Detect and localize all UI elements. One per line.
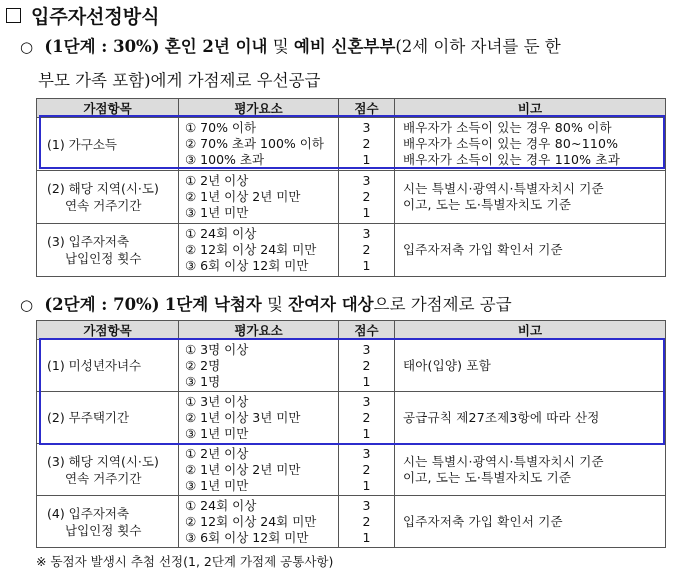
table-row — [37, 444, 666, 496]
stage2-note: 으로 가점제로 공급 — [373, 295, 512, 314]
cell-item-line: (1) 미성년자녀수 — [47, 358, 142, 373]
cell-factors-line: ② 1년 이상 2년 미만 — [185, 461, 301, 477]
cell-factors-line: ③ 1년 미만 — [185, 205, 249, 220]
stage1-note: (2세 이하 자녀를 둔 한 — [395, 37, 561, 56]
cell-note — [395, 171, 666, 224]
footnote: ※ 동점자 발생시 추첨 선정(1, 2단계 가점제 공통사항) — [36, 554, 334, 569]
cell-note — [395, 340, 666, 392]
cell-scores-line: 1 — [362, 529, 371, 545]
cell-scores-line: 1 — [362, 258, 371, 273]
cell-scores — [339, 444, 395, 496]
cell-factors-line: ① 24회 이상 — [185, 497, 257, 513]
cell-scores — [339, 118, 395, 171]
stage2-score-table — [36, 320, 666, 548]
table-row — [37, 340, 666, 392]
cell-scores-line: 2 — [362, 357, 371, 373]
cell-item-line: 납입인정 횟수 — [65, 522, 142, 538]
header-note: 비고 — [395, 99, 666, 118]
cell-scores — [339, 224, 395, 277]
cell-item-line: (1) 가구소득 — [47, 136, 117, 152]
cell-factors-line: ① 24회 이상 — [185, 226, 257, 241]
cell-factors-line: ② 70% 초과 100% 이하 — [185, 136, 324, 151]
cell-item — [37, 340, 179, 392]
cell-note-line: 공급규칙 제27조제3항에 따라 산정 — [403, 409, 600, 425]
cell-factors-line: ① 2년 이상 — [185, 173, 249, 188]
stage2-target-1: 1단계 낙첨자 — [164, 295, 262, 314]
cell-item-line: (3) 해당 지역(시·도) — [47, 453, 159, 469]
cell-note-line: 시는 특별시·광역시·특별자치시 기준 — [403, 453, 604, 469]
stage2-description — [20, 288, 676, 322]
cell-note — [395, 496, 666, 548]
cell-factors — [179, 171, 339, 224]
cell-scores-line: 3 — [362, 173, 371, 188]
stage2-target-2: 잔여자 대상 — [288, 295, 374, 314]
cell-scores-line: 2 — [362, 136, 371, 151]
cell-scores-line: 3 — [362, 120, 371, 135]
cell-note-line: 이고, 도는 도·특별자치도 기준 — [403, 197, 572, 212]
stage1-target-1: 혼인 2년 이내 — [164, 37, 268, 56]
cell-note-line: 이고, 도는 도·특별자치도 기준 — [403, 469, 572, 485]
cell-note-line: 시는 특별시·광역시·특별자치시 기준 — [403, 181, 604, 196]
cell-factors-line: ① 3명 이상 — [185, 341, 249, 357]
section-title: 입주자선정방식 — [31, 6, 160, 28]
cell-item — [37, 224, 179, 277]
section-heading — [6, 2, 159, 29]
cell-factors-line: ② 2명 — [185, 357, 221, 373]
table-row — [37, 224, 666, 277]
header-score: 점수 — [339, 321, 395, 340]
cell-note-line: 배우자가 소득이 있는 경우 110% 초과 — [403, 152, 620, 167]
header-item: 가점항목 — [37, 99, 179, 118]
cell-scores — [339, 392, 395, 444]
cell-factors-line: ① 3년 이상 — [185, 393, 249, 409]
cell-scores-line: 1 — [362, 205, 371, 220]
cell-scores-line: 1 — [362, 425, 371, 441]
cell-factors-line: ② 12회 이상 24회 미만 — [185, 513, 317, 529]
stage2-conj: 및 — [266, 295, 283, 314]
stage1-conj: 및 — [272, 37, 289, 56]
table-row — [37, 496, 666, 548]
cell-note — [395, 224, 666, 277]
cell-scores-line: 3 — [362, 497, 371, 513]
cell-factors-line: ① 70% 이하 — [185, 120, 257, 135]
cell-factors-line: ③ 1년 미만 — [185, 425, 249, 441]
cell-item — [37, 496, 179, 548]
cell-factors-line: ③ 1명 — [185, 373, 221, 389]
cell-factors — [179, 340, 339, 392]
bullet-icon: ○ — [20, 38, 34, 56]
cell-factors-line: ② 1년 이상 3년 미만 — [185, 409, 301, 425]
cell-factors-line: ③ 6회 이상 12회 미만 — [185, 258, 309, 273]
cell-note — [395, 392, 666, 444]
cell-scores — [339, 496, 395, 548]
cell-scores-line: 3 — [362, 341, 371, 357]
checkbox-square-icon — [6, 8, 21, 23]
cell-item-line: (4) 입주자저축 — [47, 505, 130, 521]
cell-factors — [179, 224, 339, 277]
cell-item — [37, 392, 179, 444]
cell-item-line: 연속 거주기간 — [65, 198, 142, 213]
cell-factors-line: ② 12회 이상 24회 미만 — [185, 242, 317, 257]
cell-factors-line: ③ 100% 초과 — [185, 152, 265, 167]
cell-note-line: 입주자저축 가입 확인서 기준 — [403, 513, 563, 529]
cell-factors-line: ③ 1년 미만 — [185, 477, 249, 493]
cell-scores — [339, 340, 395, 392]
stage1-line2: 부모 가족 포함)에게 가점제로 우선공급 — [38, 71, 321, 90]
header-score: 점수 — [339, 99, 395, 118]
header-note: 비고 — [395, 321, 666, 340]
cell-scores-line: 2 — [362, 242, 371, 257]
cell-scores-line: 3 — [362, 226, 371, 241]
stage1-target-2: 예비 신혼부부 — [293, 37, 396, 56]
cell-note-line: 입주자저축 가입 확인서 기준 — [403, 242, 563, 257]
cell-item-line: 납입인정 횟수 — [65, 251, 142, 266]
cell-scores-line: 2 — [362, 409, 371, 425]
stage1-score-table — [36, 98, 666, 277]
cell-item-line: 연속 거주기간 — [65, 470, 142, 486]
cell-note — [395, 118, 666, 171]
cell-scores-line: 3 — [362, 445, 371, 461]
cell-factors-line: ① 2년 이상 — [185, 445, 249, 461]
cell-note — [395, 444, 666, 496]
cell-scores-line: 3 — [362, 393, 371, 409]
cell-factors — [179, 118, 339, 171]
table-row — [37, 171, 666, 224]
cell-item-line: (3) 입주자저축 — [47, 234, 130, 249]
cell-item-line: (2) 무주택기간 — [47, 410, 130, 425]
cell-note-line: 배우자가 소득이 있는 경우 80% 이하 — [403, 120, 612, 135]
header-factors: 평가요소 — [179, 99, 339, 118]
stage1-description — [20, 30, 676, 98]
cell-item — [37, 171, 179, 224]
cell-factors-line: ② 1년 이상 2년 미만 — [185, 189, 301, 204]
cell-item — [37, 118, 179, 171]
cell-scores-line: 2 — [362, 513, 371, 529]
cell-scores-line: 1 — [362, 373, 371, 389]
cell-scores-line: 1 — [362, 152, 371, 167]
cell-factors-line: ③ 6회 이상 12회 미만 — [185, 529, 309, 545]
cell-scores-line: 1 — [362, 477, 371, 493]
header-item: 가점항목 — [37, 321, 179, 340]
stage2-prefix: (2단계 : 70%) — [44, 295, 160, 314]
table-row — [37, 392, 666, 444]
cell-item-line: (2) 해당 지역(시·도) — [47, 181, 159, 196]
cell-note-line: 태아(입양) 포함 — [403, 357, 491, 373]
stage1-prefix: (1단계 : 30%) — [44, 37, 160, 56]
cell-scores — [339, 171, 395, 224]
cell-factors — [179, 392, 339, 444]
cell-scores-line: 2 — [362, 461, 371, 477]
header-factors: 평가요소 — [179, 321, 339, 340]
cell-item — [37, 444, 179, 496]
cell-note-line: 배우자가 소득이 있는 경우 80~110% — [403, 136, 619, 151]
cell-factors — [179, 496, 339, 548]
cell-scores-line: 2 — [362, 189, 371, 204]
bullet-icon: ○ — [20, 296, 34, 314]
cell-factors — [179, 444, 339, 496]
table-row — [37, 118, 666, 171]
